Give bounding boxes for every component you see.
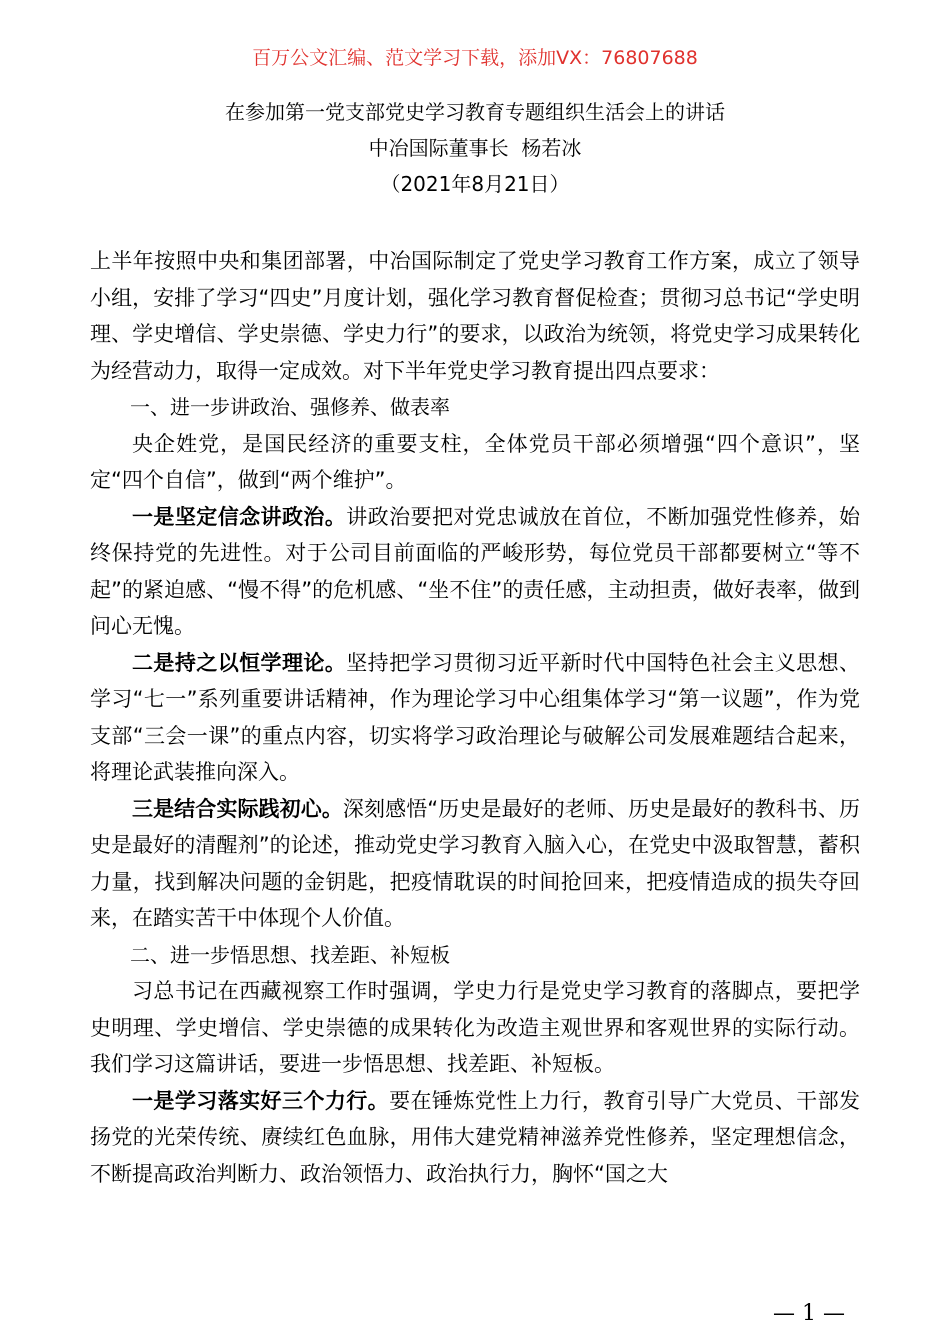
- point-lead: 二是持之以恒学理论。: [132, 650, 347, 675]
- point-lead: 三是结合实际践初心。: [132, 796, 343, 821]
- section-1-intro-paragraph: 央企姓党，是国民经济的重要支柱，全体党员干部必须增强“四个意识”，坚定“四个自信”，做到“两个维护”。: [90, 431, 860, 492]
- section-2-point-1: [90, 1083, 860, 1193]
- section-1-point-1: [90, 499, 860, 645]
- watermark-text: 百万公文汇编、范文学习下载，添加VX：76807688: [252, 47, 698, 69]
- point-text: 讲政治要把对党忠诚放在首位，不断加强党性修养，始终保持党的先进性。对于公司目前面临的严峻形势，每位党员干部都要树立“等不起”的紧迫感、“慢不得”的危机感、“坐不住”的责任感，主动担责，做好表率，做到问心无愧。: [90, 504, 861, 638]
- point-lead: 一是学习落实好三个力行。: [132, 1088, 390, 1113]
- section-1-point-2: [90, 645, 860, 791]
- point-text: 坚持把学习贯彻习近平新时代中国特色社会主义思想、学习“七一”系列重要讲话精神，作为理论学习中心组集体学习“第一议题”，作为党支部“三会一课”的重点内容，切实将学习政治理论与破解公司发展难题结合起来，将理论武装推向深入。: [90, 650, 861, 784]
- section-2-intro-paragraph: 习总书记在西藏视察工作时强调，学史力行是党史学习教育的落脚点，要把学史明理、学史增信、学史崇德的成果转化为改造主观世界和客观世界的实际行动。我们学习这篇讲话，要进一步悟思想、找差距、补短板。: [90, 979, 860, 1076]
- document-author: 中冶国际董事长 杨若冰: [368, 136, 582, 160]
- point-text: 要在锤炼党性上力行，教育引导广大党员、干部发扬党的光荣传统、赓续红色血脉，用伟大建党精神滋养党性修养，坚定理想信念，不断提高政治判断力、政治领悟力、政治执行力，胸怀“国之大: [90, 1088, 861, 1186]
- section-1-point-3: [90, 791, 860, 937]
- document-title: 在参加第一党支部党史学习教育专题组织生活会上的讲话: [225, 100, 725, 124]
- point-lead: 一是坚定信念讲政治。: [132, 504, 347, 529]
- point-text: 深刻感悟“历史是最好的老师、历史是最好的教科书、历史是最好的清醒剂”的论述，推动党史学习教育入脑入心，在党史中汲取智慧，蓄积力量，找到解决问题的金钥匙，把疫情耽误的时间抢回来，把疫情造成的损失夺回来，在踏实苦干中体现个人价值。: [90, 796, 860, 930]
- page-number: — 1 —: [773, 1301, 845, 1326]
- document-date: （2021年8月21日）: [380, 172, 570, 196]
- section-heading-1: 一、进一步讲政治、强修养、做表率: [130, 395, 450, 419]
- section-heading-2: 二、进一步悟思想、找差距、补短板: [130, 942, 450, 967]
- document-body: [90, 243, 860, 1192]
- watermark-banner: [0, 44, 950, 72]
- intro-paragraph: 上半年按照中央和集团部署，中冶国际制定了党史学习教育工作方案，成立了领导小组，安排了学习“四史”月度计划，强化学习教育督促检查；贯彻习总书记“学史明理、学史增信、学史崇德、学史力行”的要求，以政治为统领，将党史学习成果转化为经营动力，取得一定成效。对下半年党史学习教育提出四点要求：: [90, 249, 860, 383]
